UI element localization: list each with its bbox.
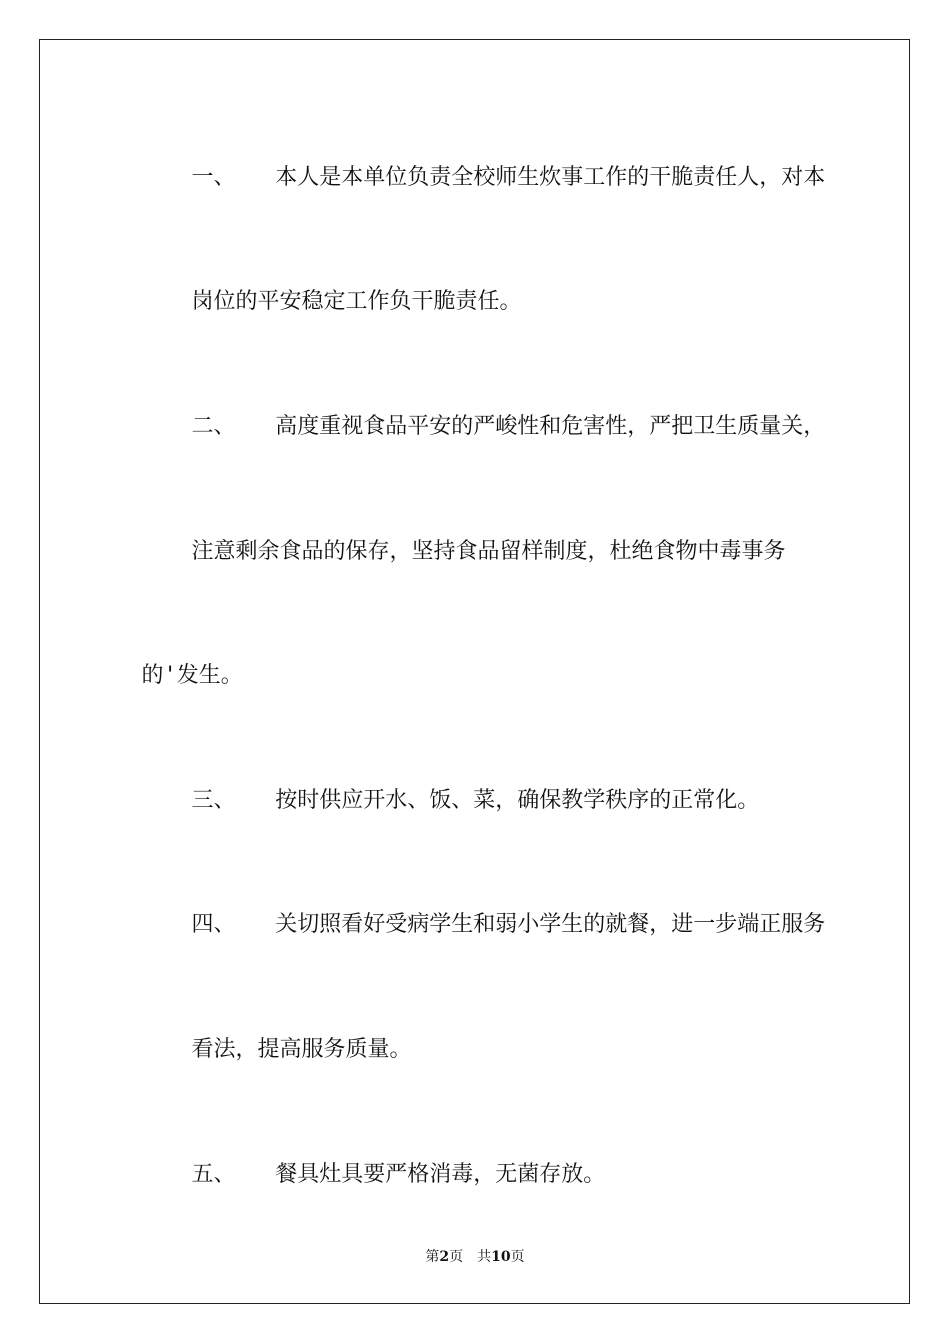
paragraph-3-text-1: 按时供应开水、饭、菜，确保教学秩序的正常化。	[275, 788, 760, 813]
paragraph-2-line-1	[165, 385, 825, 441]
paragraph-3-line-1	[165, 759, 759, 815]
footer-mid: 页 共	[449, 1249, 492, 1265]
paragraph-1-line-2	[165, 260, 522, 316]
footer-total-pages: 10	[491, 1249, 511, 1265]
paragraph-1-line-1	[165, 136, 825, 192]
paragraph-5-text-1: 餐具灶具要严格消毒，无菌存放。	[275, 1162, 606, 1187]
paragraph-2-line-2	[165, 510, 786, 566]
paragraph-4-marker: 四、	[191, 912, 236, 937]
paragraph-5-line-1	[165, 1133, 605, 1189]
paragraph-1-text-1: 本人是本单位负责全校师生炊事工作的干脆责任人，对本	[275, 165, 826, 190]
paragraph-2-line-3	[115, 634, 243, 690]
paragraph-4-text-2: 看法，提高服务质量。	[191, 1037, 412, 1062]
footer-current-page: 2	[439, 1249, 450, 1265]
paragraph-1-marker: 一、	[191, 165, 236, 190]
paragraph-2-text-3: 的'发生。	[141, 663, 243, 688]
paragraph-2-marker: 二、	[191, 414, 236, 439]
paragraph-5-marker: 五、	[191, 1162, 236, 1187]
paragraph-2-text-1: 高度重视食品平安的严峻性和危害性，严把卫生质量关，	[275, 414, 826, 439]
paragraph-1-text-2: 岗位的平安稳定工作负干脆责任。	[191, 289, 522, 314]
paragraph-4-text-1: 关切照看好受病学生和弱小学生的就餐，进一步端正服务	[275, 912, 826, 937]
paragraph-2-text-2: 注意剩余食品的保存，坚持食品留样制度，杜绝食物中毒事务	[191, 539, 786, 564]
footer-prefix: 第	[425, 1249, 440, 1265]
paragraph-4-line-2	[165, 1008, 412, 1064]
paragraph-3-marker: 三、	[191, 788, 236, 813]
paragraph-4-line-1	[165, 883, 825, 939]
footer-suffix: 页	[510, 1249, 525, 1265]
page-footer	[0, 1246, 950, 1266]
